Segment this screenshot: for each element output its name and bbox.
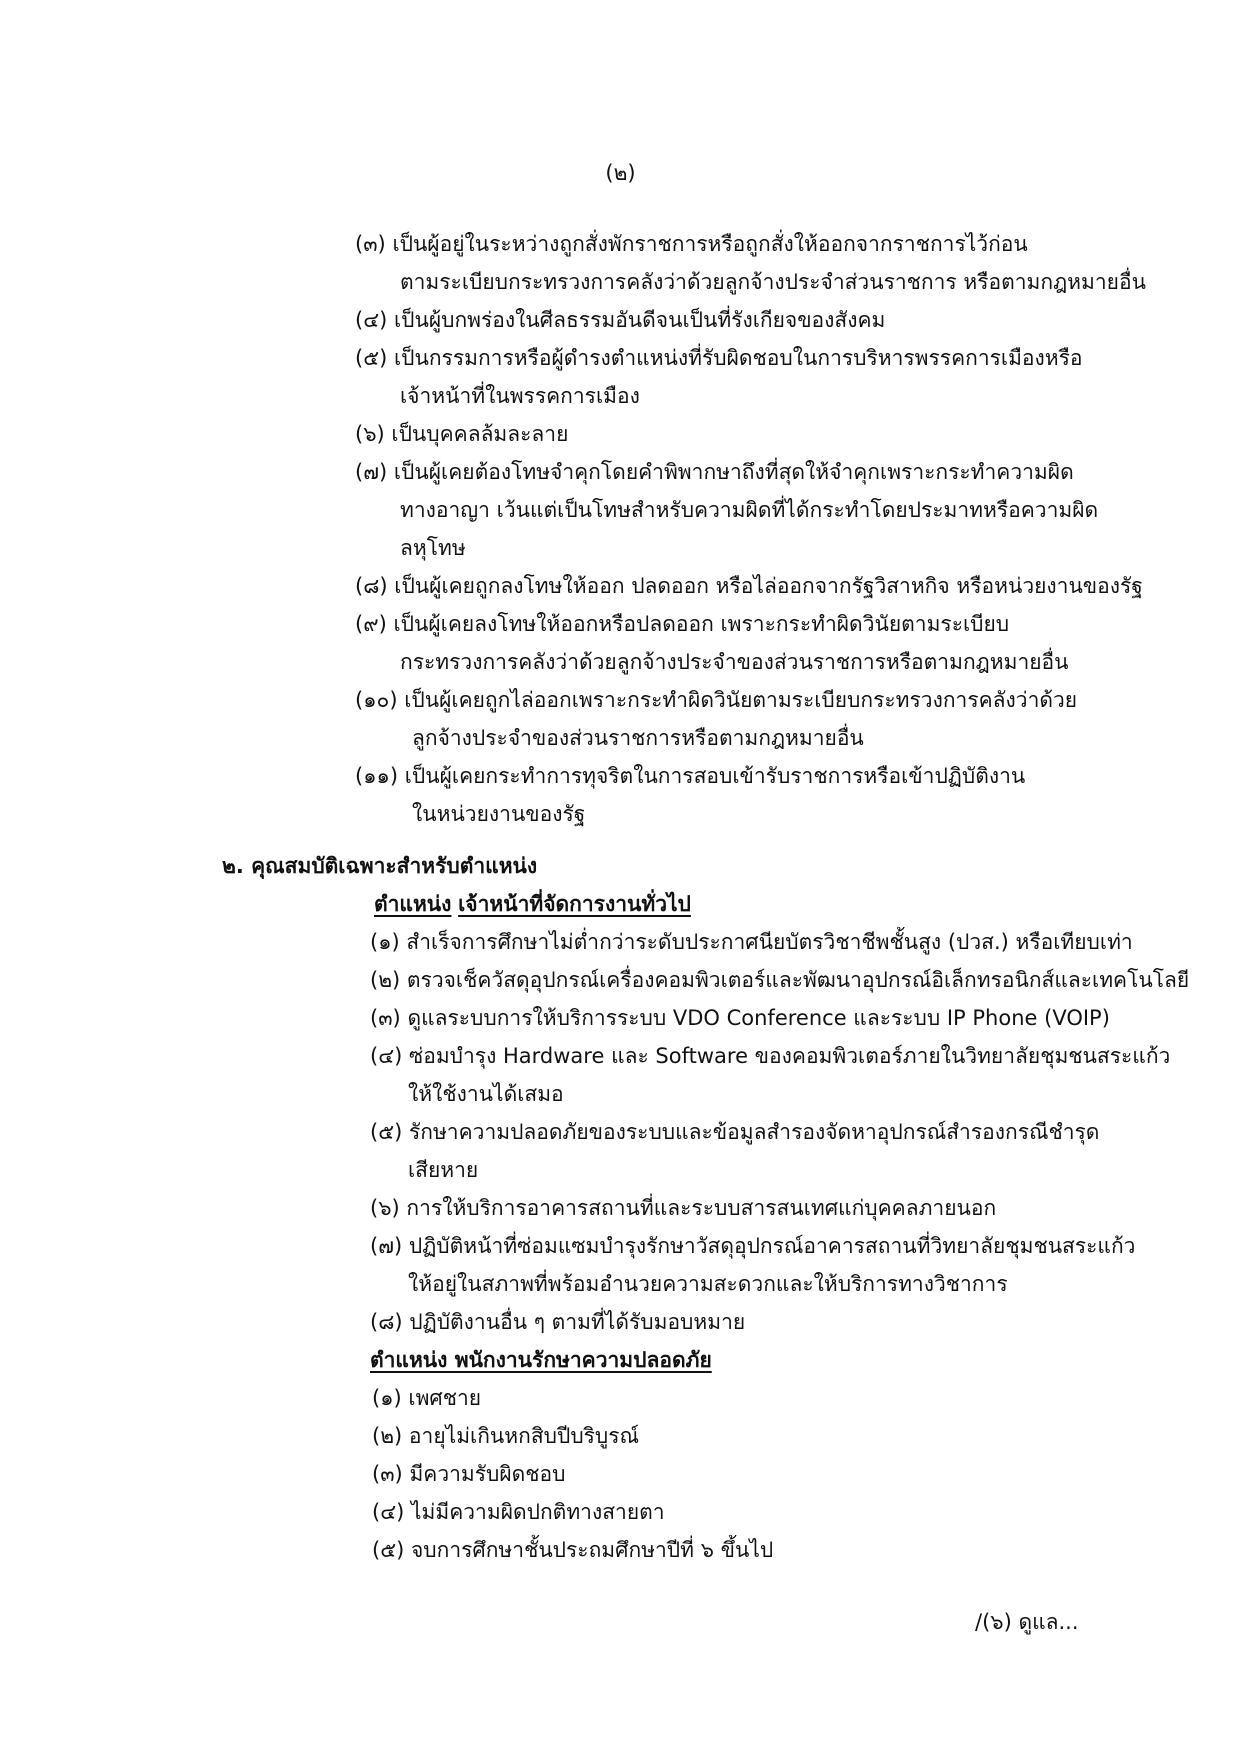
- list-item: [370, 1231, 1135, 1261]
- position-name: ตำแหน่ง พนักงานรักษาความปลอดภัย: [370, 1348, 712, 1372]
- item-text: เป็นผู้บกพร่องในศีลธรรมอันดีจนเป็นที่รังเกียจของสังคม: [393, 308, 886, 332]
- item-number: (๒): [370, 968, 401, 992]
- item-number: (๗): [370, 1234, 403, 1258]
- item-number: (๘): [370, 1310, 403, 1334]
- item-number: (๔): [372, 1500, 405, 1524]
- item-number: (๒): [372, 1424, 403, 1448]
- list-item: [372, 1497, 665, 1527]
- item-text: ปฏิบัติงานอื่น ๆ ตามที่ได้รับมอบหมาย: [409, 1310, 746, 1334]
- list-item: [370, 1003, 1110, 1033]
- list-item: [372, 1535, 773, 1565]
- item-text-continued: เสียหาย: [408, 1158, 479, 1182]
- list-item: [372, 1421, 639, 1451]
- list-item: [355, 419, 568, 449]
- position-title: [370, 1345, 712, 1375]
- item-number: (๑๐): [355, 688, 398, 712]
- continuation-marker: /(๖) ดูแล...: [975, 1610, 1079, 1634]
- item-number: (๑): [372, 1386, 402, 1410]
- item-text: ปฏิบัติหน้าที่ซ่อมแซมบำรุงรักษาวัสดุอุปกรณ์อาคารสถานที่วิทยาลัยชุมชนสระแก้ว: [408, 1234, 1136, 1258]
- position-name: เจ้าหน้าที่จัดการงานทั่วไป: [458, 892, 691, 916]
- list-item: [370, 927, 1133, 957]
- item-text-continued: ลหุโทษ: [400, 536, 466, 560]
- position-title: [374, 889, 691, 919]
- item-text: รักษาความปลอดภัยของระบบและข้อมูลสำรองจัดหาอุปกรณ์สำรองกรณีชำรุด: [408, 1120, 1100, 1144]
- list-item: [355, 343, 1083, 373]
- item-text: การให้บริการอาคารสถานที่และระบบสารสนเทศแก่บุคคลภายนอก: [406, 1196, 997, 1220]
- item-text: อายุไม่เกินหกสิบปีบริบูรณ์: [408, 1424, 640, 1448]
- item-number: (๕): [372, 1538, 405, 1562]
- item-text: สำเร็จการศึกษาไม่ต่ำกว่าระดับประกาศนียบัตรวิชาชีพชั้นสูง (ปวส.) หรือเทียบเท่า: [406, 930, 1133, 954]
- list-item: [355, 457, 1074, 487]
- item-number: (๑): [370, 930, 400, 954]
- list-item: [355, 685, 1077, 715]
- item-text-continued: กระทรวงการคลังว่าด้วยลูกจ้างประจำของส่วนราชการหรือตามกฎหมายอื่น: [400, 650, 1069, 674]
- item-text-continued: ตามระเบียบกระทรวงการคลังว่าด้วยลูกจ้างประจำส่วนราชการ หรือตามกฎหมายอื่น: [400, 270, 1146, 294]
- list-item: [370, 1041, 1170, 1071]
- item-text: ตรวจเช็ควัสดุอุปกรณ์เครื่องคอมพิวเตอร์และพัฒนาอุปกรณ์อิเล็กทรอนิกส์และเทคโนโลยี: [406, 968, 1190, 992]
- page-number: (๒): [605, 161, 636, 185]
- item-text-continued: เจ้าหน้าที่ในพรรคการเมือง: [400, 384, 640, 408]
- item-number: (๕): [355, 346, 388, 370]
- item-text: เป็นผู้อยู่ในระหว่างถูกสั่งพักราชการหรือถูกสั่งให้ออกจากราชการไว้ก่อน: [392, 232, 1028, 256]
- item-text-continued: ในหน่วยงานของรัฐ: [412, 802, 586, 826]
- item-text: เป็นผู้เคยถูกลงโทษให้ออก ปลดออก หรือไล่ออกจากรัฐวิสาหกิจ หรือหน่วยงานของรัฐ: [394, 574, 1143, 598]
- item-number: (๖): [370, 1196, 400, 1220]
- item-text: เพศชาย: [408, 1386, 482, 1410]
- list-item: [372, 1459, 566, 1489]
- list-item: [355, 609, 1009, 639]
- list-item: [355, 571, 1143, 601]
- item-number: (๕): [370, 1120, 403, 1144]
- item-text-continued: ให้อยู่ในสภาพที่พร้อมอำนวยความสะดวกและให้บริการทางวิชาการ: [408, 1272, 1008, 1296]
- item-text: เป็นผู้เคยลงโทษให้ออกหรือปลดออก เพราะกระทำผิดวินัยตามระเบียบ: [393, 612, 1010, 636]
- item-number: (๙): [355, 612, 387, 636]
- item-text: ไม่มีความผิดปกติทางสายตา: [410, 1500, 665, 1524]
- item-number: (๓): [355, 232, 386, 256]
- item-number: (๔): [355, 308, 388, 332]
- item-text: จบการศึกษาชั้นประถมศึกษาปีที่ ๖ ขึ้นไป: [410, 1538, 774, 1562]
- list-item: [355, 761, 1025, 791]
- item-number: (๑๑): [355, 764, 399, 788]
- item-text: เป็นผู้เคยกระทำการทุจริตในการสอบเข้ารับราชการหรือเข้าปฏิบัติงาน: [404, 764, 1026, 788]
- section-heading: ๒. คุณสมบัติเฉพาะสำหรับตำแหน่ง: [222, 854, 538, 878]
- list-item: [372, 1383, 481, 1413]
- item-text: มีความรับผิดชอบ: [409, 1462, 566, 1486]
- list-item: [370, 965, 1189, 995]
- item-number: (๗): [355, 460, 388, 484]
- item-number: (๓): [370, 1006, 401, 1030]
- item-text: เป็นผู้เคยถูกไล่ออกเพราะกระทำผิดวินัยตามระเบียบกระทรวงการคลังว่าด้วย: [404, 688, 1078, 712]
- item-text: เป็นผู้เคยต้องโทษจำคุกโดยคำพิพากษาถึงที่สุดให้จำคุกเพราะกระทำความผิด: [393, 460, 1074, 484]
- item-text: เป็นบุคคลล้มละลาย: [391, 422, 569, 446]
- item-number: (๖): [355, 422, 385, 446]
- item-number: (๔): [370, 1044, 403, 1068]
- item-text-continued: ทางอาญา เว้นแต่เป็นโทษสำหรับความผิดที่ได้กระทำโดยประมาทหรือความผิด: [400, 498, 1099, 522]
- list-item: [370, 1193, 996, 1223]
- list-item: [370, 1117, 1099, 1147]
- item-text: ซ่อมบำรุง Hardware และ Software ของคอมพิวเตอร์ภายในวิทยาลัยชุมชนสระแก้ว: [408, 1044, 1171, 1068]
- list-item: [355, 305, 885, 335]
- position-label: ตำแหน่ง: [374, 892, 452, 916]
- item-text-continued: ให้ใช้งานได้เสมอ: [408, 1082, 564, 1106]
- list-item: [370, 1307, 745, 1337]
- item-text-continued: ลูกจ้างประจำของส่วนราชการหรือตามกฎหมายอื่น: [412, 726, 864, 750]
- item-text: เป็นกรรมการหรือผู้ดำรงตำแหน่งที่รับผิดชอบในการบริหารพรรคการเมืองหรือ: [393, 346, 1083, 370]
- item-number: (๓): [372, 1462, 403, 1486]
- item-number: (๘): [355, 574, 388, 598]
- list-item: [355, 229, 1028, 259]
- item-text: ดูแลระบบการให้บริการระบบ VDO Conference และระบบ IP Phone (VOIP): [407, 1006, 1110, 1030]
